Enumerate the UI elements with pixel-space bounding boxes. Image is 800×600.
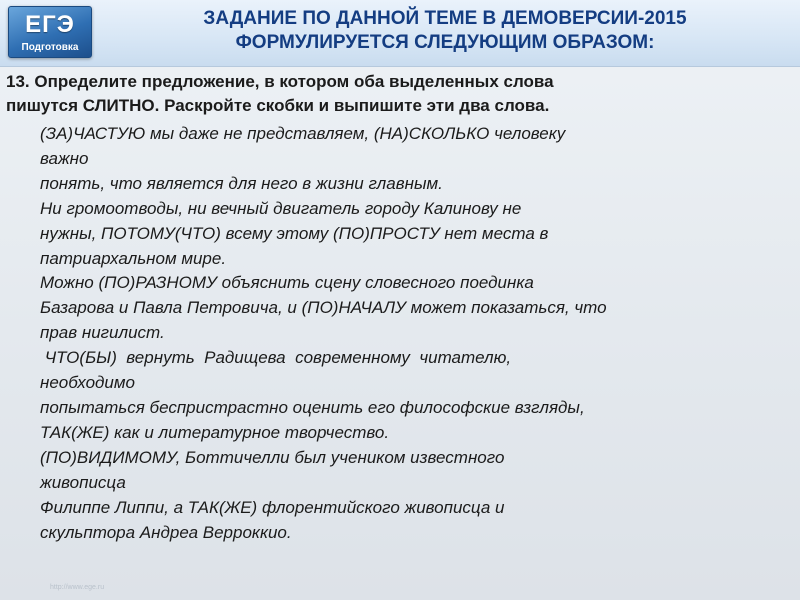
logo-letters: ЕГЭ: [25, 11, 75, 38]
sentence-line: попытаться беспристрастно оценить его философские взгляды,: [40, 397, 585, 417]
sentence-line: патриархальном мире.: [40, 248, 227, 268]
title-line-2: ФОРМУЛИРУЕТСЯ СЛЕДУЮЩИМ ОБРАЗОМ:: [235, 32, 655, 53]
sentence-line: скульптора Андреа Верроккио.: [40, 522, 292, 542]
page-title: [100, 7, 790, 55]
task-line-2: пишутся СЛИТНО. Раскройте скобки и выпишите эти два слова.: [6, 96, 550, 115]
sentence-line: важно: [40, 148, 89, 168]
sentence-line: (ПО)ВИДИМОМУ, Боттичелли был учеником известного: [40, 447, 505, 467]
sentence-line: Ни громоотводы, ни вечный двигатель городу Калинову не: [40, 198, 522, 218]
sentence-line: понять, что является для него в жизни главным.: [40, 173, 443, 193]
sentence-line: ТАК(ЖЕ) как и литературное творчество.: [40, 422, 390, 442]
logo-subtitle: Подготовка: [21, 42, 79, 53]
footer-url: http://www.ege.ru: [50, 584, 105, 591]
sentence-line: Можно (ПО)РАЗНОМУ объяснить сцену словесного поединка: [40, 273, 534, 293]
sentence-line: Филиппе Липпи, а ТАК(ЖЕ) флорентийского живописца и: [40, 497, 505, 517]
sentence-line: живописца: [40, 472, 126, 492]
sentence-line: ЧТО(БЫ) вернуть Радищева современному читателю,: [40, 348, 512, 368]
title-line-1: ЗАДАНИЕ ПО ДАННОЙ ТЕМЕ В ДЕМОВЕРСИИ-2015: [203, 8, 687, 29]
header-bar: [0, 0, 800, 67]
sentence-line: (ЗА)ЧАСТУЮ мы даже не представляем, (НА)СКОЛЬКО человеку: [40, 124, 566, 143]
task-statement: [6, 70, 796, 118]
sentence-line: Базарова и Павла Петровича, и (ПО)НАЧАЛУ может показаться, что: [40, 298, 607, 318]
ege-logo: [8, 6, 92, 58]
sentence-line: нужны, ПОТОМУ(ЧТО) всему этому (ПО)ПРОСТУ нет места в: [40, 223, 549, 243]
sentence-line: прав нигилист.: [40, 323, 165, 343]
sentence-line: необходимо: [40, 373, 135, 393]
sentence-list: [40, 122, 800, 545]
task-line-1: 13. Определите предложение, в котором оба выделенных слова: [6, 72, 554, 91]
